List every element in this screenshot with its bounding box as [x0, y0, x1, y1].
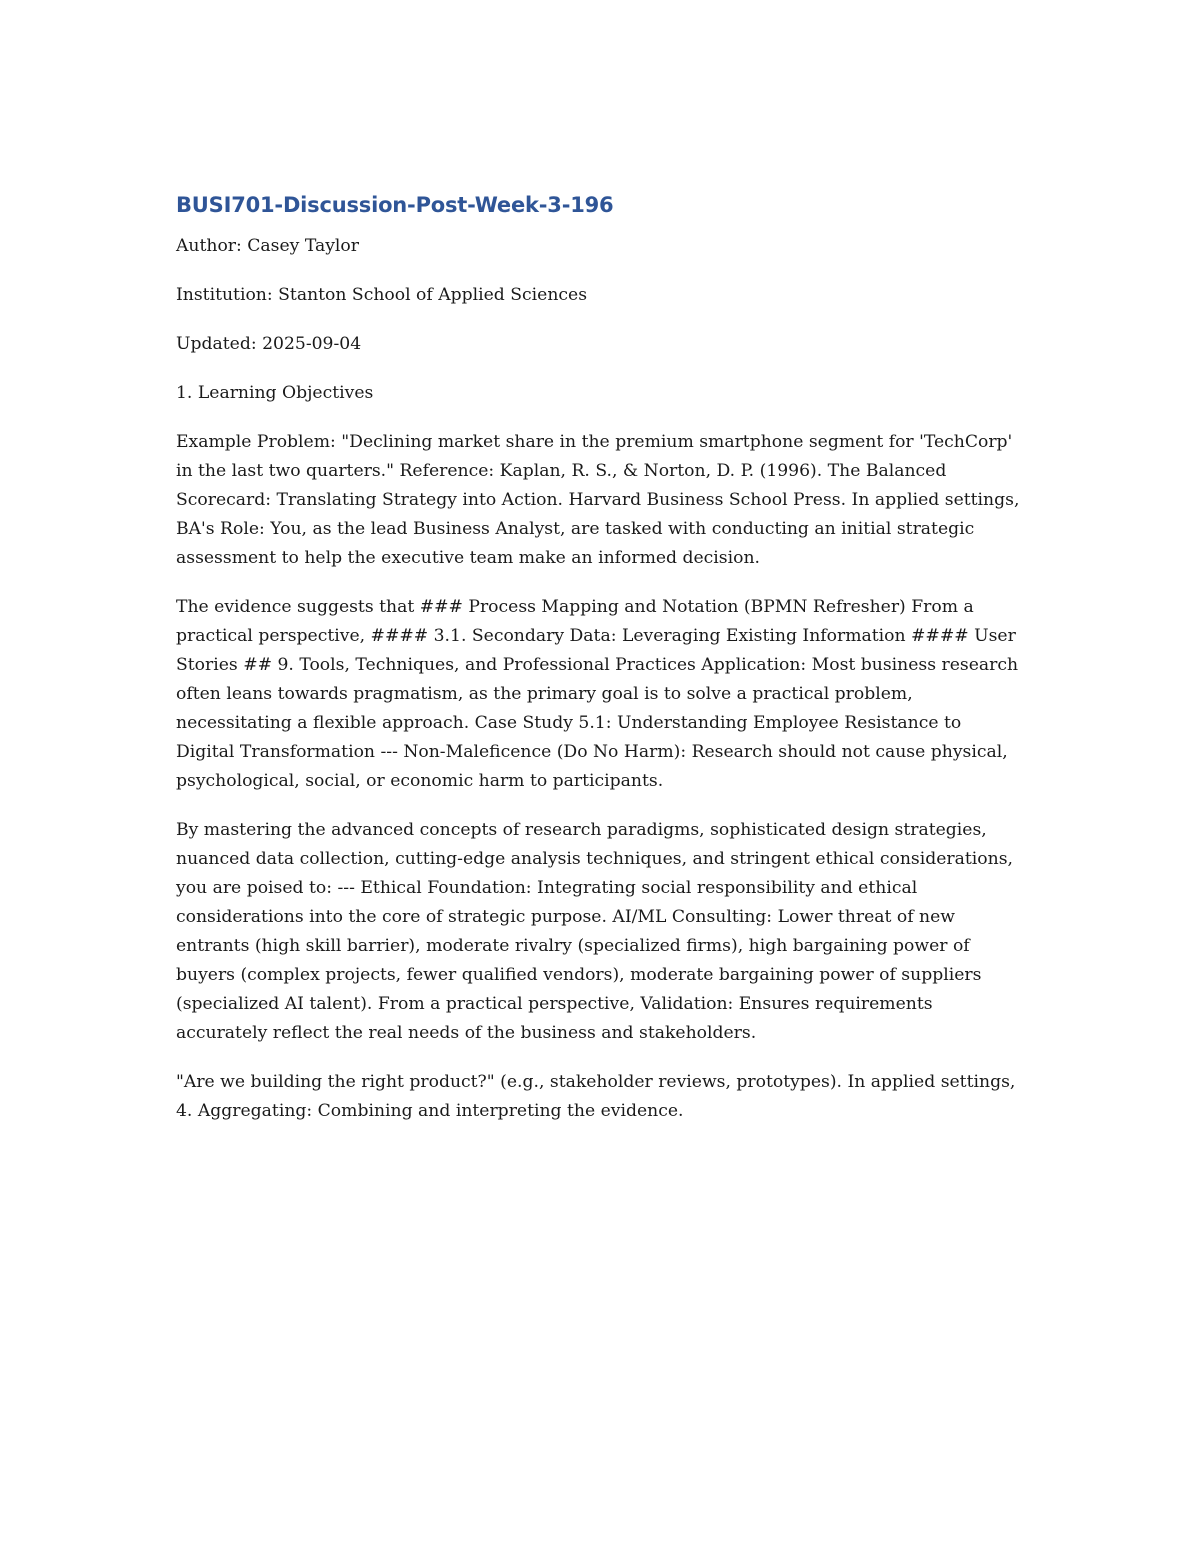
- document-body: [176, 190, 1024, 1146]
- institution-line: Institution: Stanton School of Applied Sciences: [176, 285, 588, 305]
- paragraph-3: By mastering the advanced concepts of research paradigms, sophisticated design strategies, nuanced data collection, cutting-edge analysis techniques, and stringent ethical considerations, you are poised to: --- Ethical Foundation: Integrating social responsibility and ethical considerations into the core of strategic purpose. AI/ML Consulting: Lower threat of new entrants (high skill barrier), moderate rivalry (specialized firms), high bargaining power of buyers (complex projects, fewer qualified vendors), moderate bargaining power of suppliers (specialized AI talent). From a practical perspective, Validation: Ensures requirements accurately reflect the real needs of the business and stakeholders.: [176, 820, 1013, 1043]
- updated-line: Updated: 2025-09-04: [176, 334, 362, 354]
- document-title: BUSI701-Discussion-Post-Week-3-196: [176, 193, 614, 217]
- paragraph-4: "Are we building the right product?" (e.g., stakeholder reviews, prototypes). In applied settings, 4. Aggregating: Combining and interpreting the evidence.: [176, 1072, 1016, 1121]
- paragraph-1: Example Problem: "Declining market share in the premium smartphone segment for 'TechCorp' in the last two quarters." Reference: Kaplan, R. S., & Norton, D. P. (1996). The Balanced Scorecard: Translating Strategy into Action. Harvard Business School Press. In applied settings, BA's Role: You, as the lead Business Analyst, are tasked with conducting an initial strategic assessment to help the executive team make an informed decision.: [176, 432, 1020, 568]
- paragraph-2: The evidence suggests that ### Process Mapping and Notation (BPMN Refresher) From a practical perspective, #### 3.1. Secondary Data: Leveraging Existing Information #### User Stories ## 9. Tools, Techniques, and Professional Practices Application: Most business research often leans towards pragmatism, as the primary goal is to solve a practical problem, necessitating a flexible approach. Case Study 5.1: Understanding Employee Resistance to Digital Transformation --- Non-Maleficence (Do No Harm): Research should not cause physical, psychological, social, or economic harm to participants.: [176, 597, 1019, 791]
- section-heading: 1. Learning Objectives: [176, 383, 374, 403]
- author-line: Author: Casey Taylor: [176, 236, 359, 256]
